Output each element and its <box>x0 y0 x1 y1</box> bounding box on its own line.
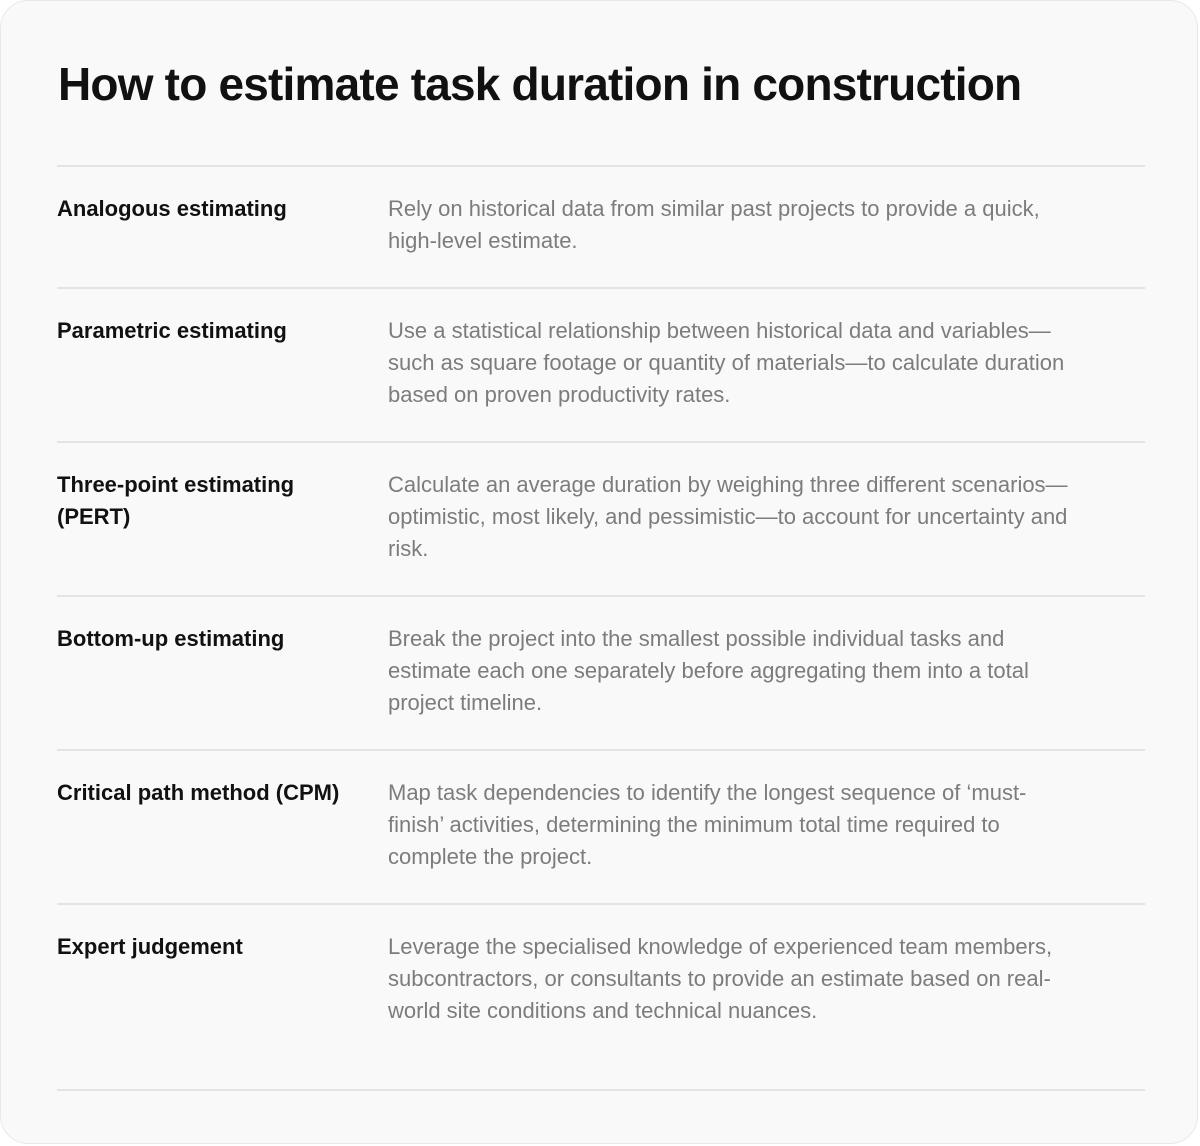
table-row-critical-path <box>57 751 1145 905</box>
method-description: Rely on historical data from similar past projects to provide a quick, high-level estimate. <box>388 196 1040 253</box>
method-description: Map task dependencies to identify the longest sequence of ‘must-finish’ activities, determining the minimum total time required to complete the project. <box>388 780 1027 869</box>
methods-table <box>57 165 1145 1091</box>
method-description: Leverage the specialised knowledge of experienced team members, subcontractors, or consultants to provide an estimate based on real-world site conditions and technical nuances. <box>388 934 1053 1023</box>
page-title: How to estimate task duration in construction <box>58 58 1022 110</box>
method-name: Analogous estimating <box>57 196 287 221</box>
method-name: Bottom-up estimating <box>57 626 285 651</box>
method-description: Break the project into the smallest possible individual tasks and estimate each one separately before aggregating them into a total project timeline. <box>388 626 1029 715</box>
method-name: Expert judgement <box>57 934 243 959</box>
method-name: Parametric estimating <box>57 318 287 343</box>
method-name: Three-point estimating (PERT) <box>57 472 295 529</box>
method-name: Critical path method (CPM) <box>57 780 340 805</box>
method-description: Use a statistical relationship between historical data and variables—such as square footage or quantity of materials—to calculate duration based on proven productivity rates. <box>388 318 1065 407</box>
method-description: Calculate an average duration by weighing three different scenarios—optimistic, most likely, and pessimistic—to account for uncertainty and risk. <box>388 472 1068 561</box>
table-row-bottom-up <box>57 597 1145 751</box>
table-row-three-point <box>57 443 1145 597</box>
table-row-analogous <box>57 167 1145 289</box>
table-row-parametric <box>57 289 1145 443</box>
table-row-expert <box>57 905 1145 1091</box>
